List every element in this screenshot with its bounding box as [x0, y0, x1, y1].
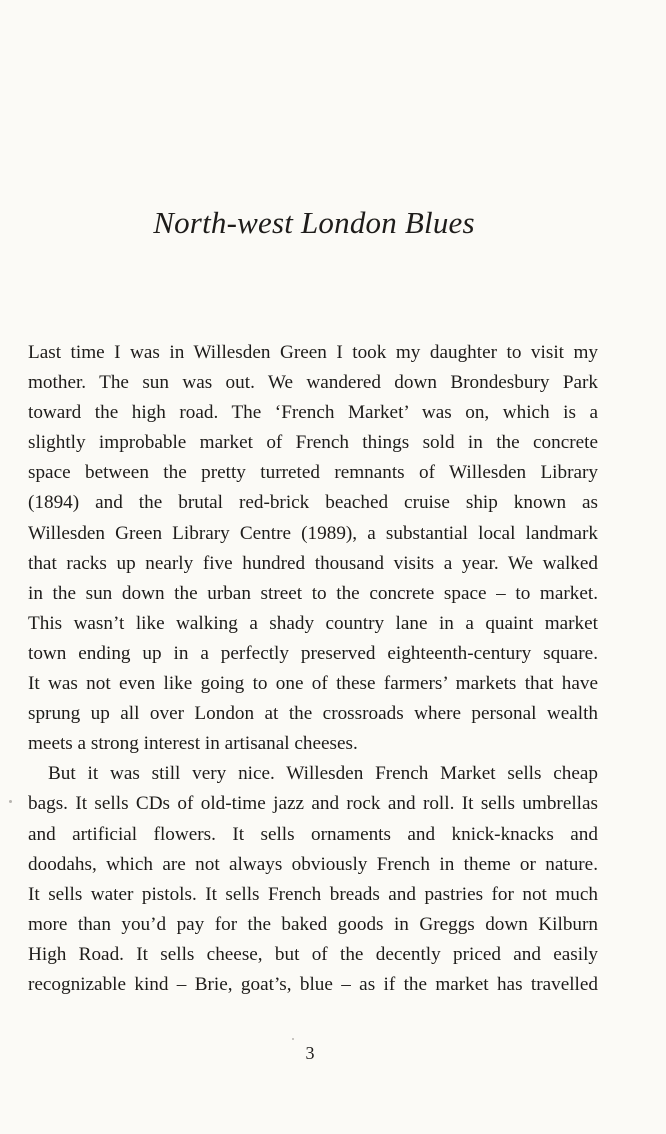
- text-line: and artificial flowers. It sells ornaments and knick-knacks and: [28, 823, 598, 845]
- text-line: space between the pretty turreted remnants of Willesden Library: [28, 462, 598, 484]
- text-line: that racks up nearly five hundred thousand visits a year. We walked: [28, 552, 598, 574]
- text-line: meets a strong interest in artisanal cheeses.: [28, 733, 358, 755]
- text-line: recognizable kind – Brie, goat’s, blue – as if the market has travelled: [28, 973, 598, 995]
- text-line: This wasn’t like walking a shady country lane in a quaint market: [28, 612, 598, 634]
- text-line: mother. The sun was out. We wandered down Brondesbury Park: [28, 372, 598, 394]
- text-line: (1894) and the brutal red-brick beached cruise ship known as: [28, 492, 598, 514]
- text-line: It sells water pistols. It sells French breads and pastries for not much: [28, 883, 598, 905]
- paragraph-1: [28, 338, 598, 759]
- text-line: Willesden Green Library Centre (1989), a substantial local landmark: [28, 522, 598, 544]
- text-line: High Road. It sells cheese, but of the decently priced and easily: [28, 943, 598, 965]
- text-line: town ending up in a perfectly preserved eighteenth-century square.: [28, 642, 598, 664]
- print-speck: [292, 1038, 294, 1040]
- text-line: bags. It sells CDs of old-time jazz and rock and roll. It sells umbrellas: [28, 793, 598, 815]
- paragraph-2: [28, 759, 598, 1000]
- page-number: 3: [305, 1043, 315, 1063]
- print-speck: [9, 800, 12, 803]
- text-line: doodahs, which are not always obviously French in theme or nature.: [28, 853, 598, 875]
- body-text: [28, 338, 598, 1000]
- text-line: more than you’d pay for the baked goods in Greggs down Kilburn: [28, 913, 598, 935]
- text-line: Last time I was in Willesden Green I took my daughter to visit my: [28, 342, 598, 363]
- text-line: in the sun down the urban street to the concrete space – to market.: [28, 582, 598, 604]
- text-line: It was not even like going to one of these farmers’ markets that have: [28, 673, 598, 695]
- chapter-title: North-west London Blues: [153, 205, 475, 240]
- text-line: toward the high road. The ‘French Market’ was on, which is a: [28, 402, 598, 424]
- text-line: slightly improbable market of French things sold in the concrete: [28, 432, 598, 454]
- text-line: But it was still very nice. Willesden French Market sells cheap: [48, 763, 598, 785]
- text-line: sprung up all over London at the crossroads where personal wealth: [28, 703, 598, 725]
